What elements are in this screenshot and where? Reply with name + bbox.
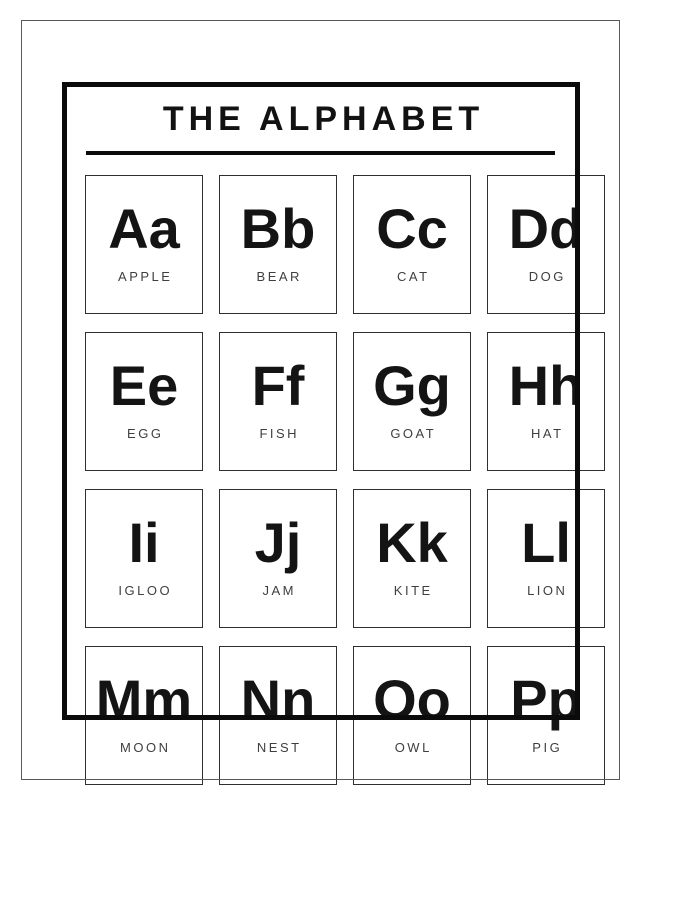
- letter-card: [219, 489, 337, 628]
- card-word: NEST: [256, 740, 302, 755]
- card-letters: Dd: [508, 197, 584, 260]
- card-word: GOAT: [390, 426, 437, 441]
- card-word: MOON: [120, 740, 171, 755]
- alphabet-grid: [85, 175, 605, 785]
- card-word: CAT: [396, 269, 430, 284]
- card-word: PIG: [532, 740, 563, 755]
- card-word: FISH: [259, 426, 300, 441]
- letter-card: [219, 175, 337, 314]
- card-letters: Bb: [240, 197, 316, 260]
- card-letters: Oo: [373, 668, 451, 731]
- card-letters: Ff: [251, 354, 305, 417]
- card-letters: Pp: [510, 668, 582, 731]
- card-letters: Ee: [109, 354, 179, 417]
- card-word: DOG: [528, 269, 566, 284]
- letter-card: [353, 175, 471, 314]
- poster-title: THE ALPHABET: [162, 100, 485, 138]
- card-letters: Jj: [254, 511, 302, 574]
- letter-card: [487, 175, 605, 314]
- letter-card: [487, 489, 605, 628]
- card-word: JAM: [262, 583, 296, 598]
- card-letters: Mm: [95, 668, 193, 731]
- card-letters: Nn: [240, 668, 316, 731]
- card-word: KITE: [393, 583, 433, 598]
- letter-card: [219, 646, 337, 785]
- card-letters: Ll: [521, 511, 571, 574]
- card-letters: Aa: [108, 197, 180, 260]
- card-word: BEAR: [256, 269, 302, 284]
- letter-card: [85, 332, 203, 471]
- card-letters: Hh: [508, 354, 584, 417]
- card-letters: Gg: [373, 354, 451, 417]
- letter-card: [487, 332, 605, 471]
- letter-card: [85, 489, 203, 628]
- letter-card: [353, 646, 471, 785]
- card-word: EGG: [127, 426, 164, 441]
- card-letters: Kk: [376, 511, 448, 574]
- letter-card: [353, 332, 471, 471]
- card-letters: Cc: [376, 197, 448, 260]
- letter-card: [219, 332, 337, 471]
- letter-card: [353, 489, 471, 628]
- card-word: IGLOO: [118, 583, 173, 598]
- card-word: OWL: [394, 740, 432, 755]
- letter-card: [85, 175, 203, 314]
- card-letters: Ii: [128, 511, 160, 574]
- letter-card: [85, 646, 203, 785]
- card-word: HAT: [530, 426, 564, 441]
- card-word: APPLE: [118, 269, 173, 284]
- letter-card: [487, 646, 605, 785]
- title-underline: [86, 151, 555, 155]
- card-word: LION: [527, 583, 568, 598]
